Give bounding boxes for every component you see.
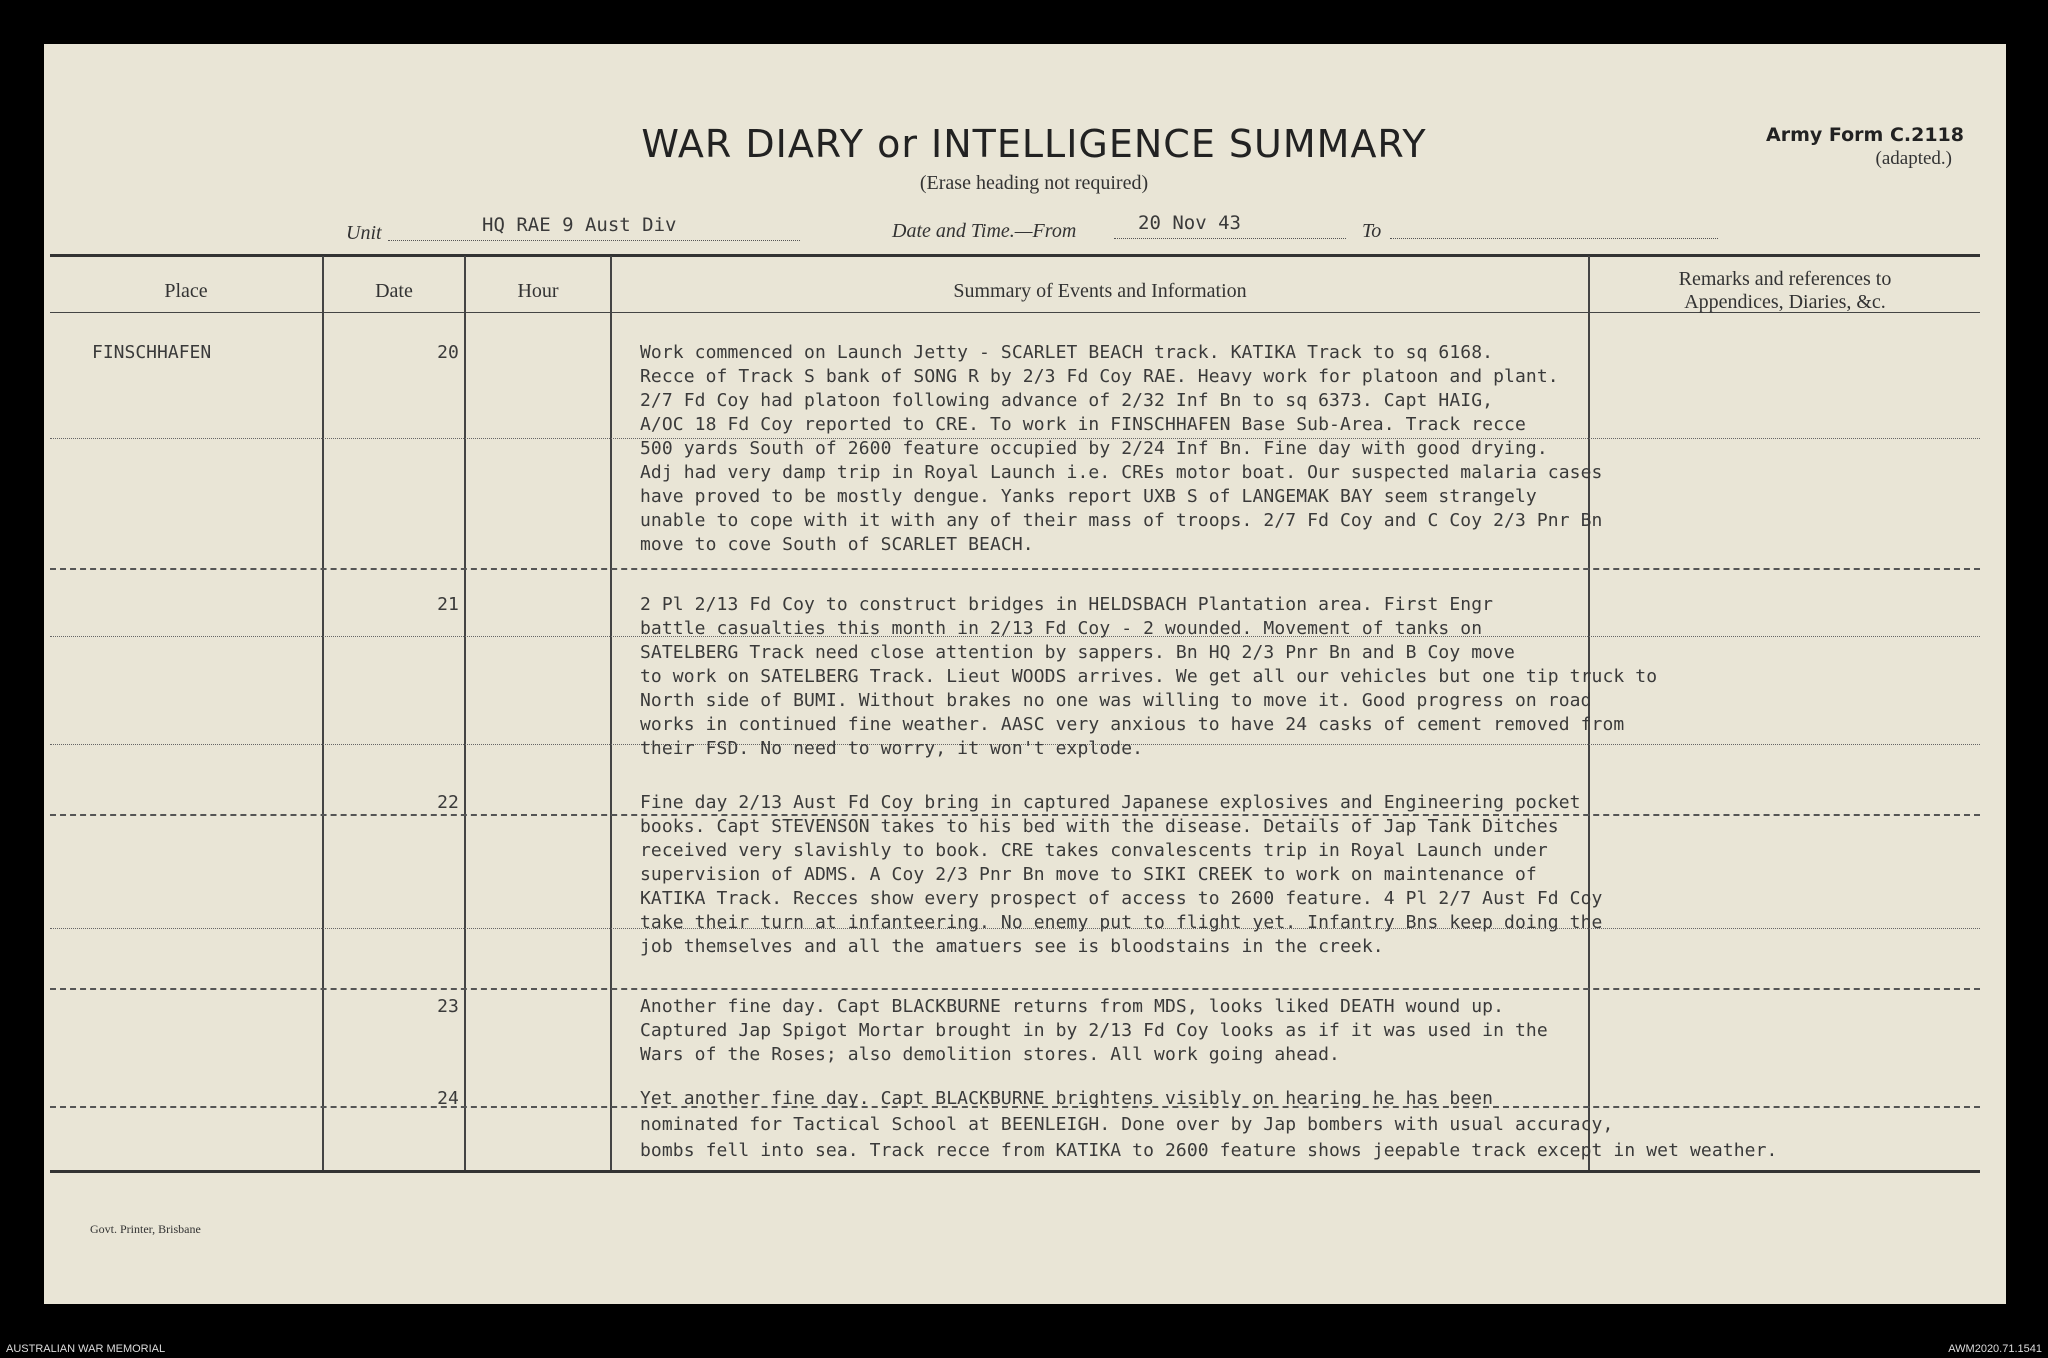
entry-line: KATIKA Track. Recces show every prospect of access to 2600 feature. 4 Pl 2/7 Aust Fd Coy: [640, 888, 1603, 909]
unit-underline: [388, 240, 800, 241]
entry-line: works in continued fine weather. AASC very anxious to have 24 casks of cement removed from: [640, 714, 1625, 735]
entry-line: Captured Jap Spigot Mortar brought in by 2/13 Fd Coy looks as if it was used in the: [640, 1020, 1548, 1041]
entry-line: job themselves and all the amatuers see is bloodstains in the creek.: [640, 936, 1384, 957]
column-header-place: Place: [164, 280, 208, 302]
column-header-remarks: [1590, 268, 1980, 314]
entry-line: SATELBERG Track need close attention by sappers. Bn HQ 2/3 Pnr Bn and B Coy move: [640, 642, 1515, 663]
entry-divider: [50, 568, 1980, 570]
archive-accession-number: AWM2020.71.1541: [1948, 1343, 2042, 1355]
army-form-adapted: (adapted.): [1875, 148, 1952, 169]
entry-line: bombs fell into sea. Track recce from KATIKA to 2600 feature shows jeepable track except in wet weather.: [640, 1140, 1778, 1161]
entry-line: battle casualties this month in 2/13 Fd Coy - 2 wounded. Movement of tanks on: [640, 618, 1483, 639]
entry-line: have proved to be mostly dengue. Yanks report UXB S of LANGEMAK BAY seem strangely: [640, 486, 1537, 507]
entry-date: 21: [437, 594, 459, 615]
entry-line: their FSD. No need to worry, it won't explode.: [640, 738, 1144, 759]
form-subtitle: (Erase heading not required): [919, 172, 1149, 194]
entry-line: received very slavishly to book. CRE takes convalescents trip in Royal Launch under: [640, 840, 1548, 861]
entry-line: North side of BUMI. Without brakes no one was willing to move it. Good progress on road: [640, 690, 1592, 711]
date-hour-divider: [464, 256, 466, 1170]
diary-page: [44, 44, 2006, 1304]
date-underline: [1114, 238, 1346, 239]
entry-line: Fine day 2/13 Aust Fd Coy bring in captured Japanese explosives and Engineering pocket: [640, 792, 1581, 813]
entry-line: to work on SATELBERG Track. Lieut WOODS arrives. We get all our vehicles but one tip truck to: [640, 666, 1658, 687]
entry-line: nominated for Tactical School at BEENLEIGH. Done over by Jap bombers with usual accuracy,: [640, 1114, 1614, 1135]
entry-line: supervision of ADMS. A Coy 2/3 Pnr Bn move to SIKI CREEK to work on maintenance of: [640, 864, 1537, 885]
printer-imprint: Govt. Printer, Brisbane: [90, 1222, 201, 1236]
entry-line: move to cove South of SCARLET BEACH.: [640, 534, 1034, 555]
to-underline: [1390, 238, 1718, 239]
table-bottom-rule: [50, 1170, 1980, 1173]
archive-credit: AUSTRALIAN WAR MEMORIAL: [6, 1343, 166, 1355]
entry-place: FINSCHHAFEN: [92, 342, 212, 363]
entry-line: Another fine day. Capt BLACKBURNE returns from MDS, looks liked DEATH wound up.: [640, 996, 1505, 1017]
remarks-header-line-1: Remarks and references to: [1678, 268, 1892, 290]
army-form-number: Army Form C.2118: [1766, 124, 1964, 146]
date-value: 20 Nov 43: [1138, 212, 1241, 234]
entry-date: 20: [437, 342, 459, 363]
entry-date: 22: [437, 792, 459, 813]
entry-line: unable to cope with it with any of their mass of troops. 2/7 Fd Coy and C Coy 2/3 Pnr Bn: [640, 510, 1603, 531]
to-label: To: [1362, 220, 1382, 242]
unit-label: Unit: [346, 222, 382, 244]
entry-date: 24: [437, 1088, 459, 1109]
entry-line: Recce of Track S bank of SONG R by 2/3 Fd Coy RAE. Heavy work for platoon and plant.: [640, 366, 1559, 387]
entry-line: 2 Pl 2/13 Fd Coy to construct bridges in HELDSBACH Plantation area. First Engr: [640, 594, 1494, 615]
entry-line: books. Capt STEVENSON takes to his bed with the disease. Details of Jap Tank Ditches: [640, 816, 1559, 837]
entry-line: 2/7 Fd Coy had platoon following advance of 2/32 Inf Bn to sq 6373. Capt HAIG,: [640, 390, 1494, 411]
entry-line: Wars of the Roses; also demolition stores. All work going ahead.: [640, 1044, 1340, 1065]
column-header-date: Date: [375, 280, 413, 302]
entry-line: Adj had very damp trip in Royal Launch i.e. CREs motor boat. Our suspected malaria cases: [640, 462, 1603, 483]
entry-line: 500 yards South of 2600 feature occupied by 2/24 Inf Bn. Fine day with good drying.: [640, 438, 1548, 459]
entry-line: Work commenced on Launch Jetty - SCARLET BEACH track. KATIKA Track to sq 6168.: [640, 342, 1494, 363]
column-header-hour: Hour: [517, 280, 559, 302]
entry-line: A/OC 18 Fd Coy reported to CRE. To work in FINSCHHAFEN Base Sub-Area. Track recce: [640, 414, 1526, 435]
entry-divider: [50, 988, 1980, 990]
form-title: WAR DIARY or INTELLIGENCE SUMMARY: [641, 122, 1427, 166]
column-header-summary: Summary of Events and Information: [953, 280, 1247, 302]
table-top-rule: [50, 254, 1980, 257]
unit-value: HQ RAE 9 Aust Div: [482, 214, 677, 236]
entry-date: 23: [437, 996, 459, 1017]
summary-remarks-divider: [1588, 256, 1590, 1170]
entry-line: Yet another fine day. Capt BLACKBURNE brightens visibly on hearing he has been: [640, 1088, 1494, 1109]
remarks-header-line-2: Appendices, Diaries, &c.: [1684, 291, 1886, 313]
entry-line: take their turn at infanteering. No enemy put to flight yet. Infantry Bns keep doing the: [640, 912, 1603, 933]
place-date-divider: [322, 256, 324, 1170]
hour-summary-divider: [610, 256, 612, 1170]
date-label: Date and Time.—From: [892, 220, 1077, 242]
